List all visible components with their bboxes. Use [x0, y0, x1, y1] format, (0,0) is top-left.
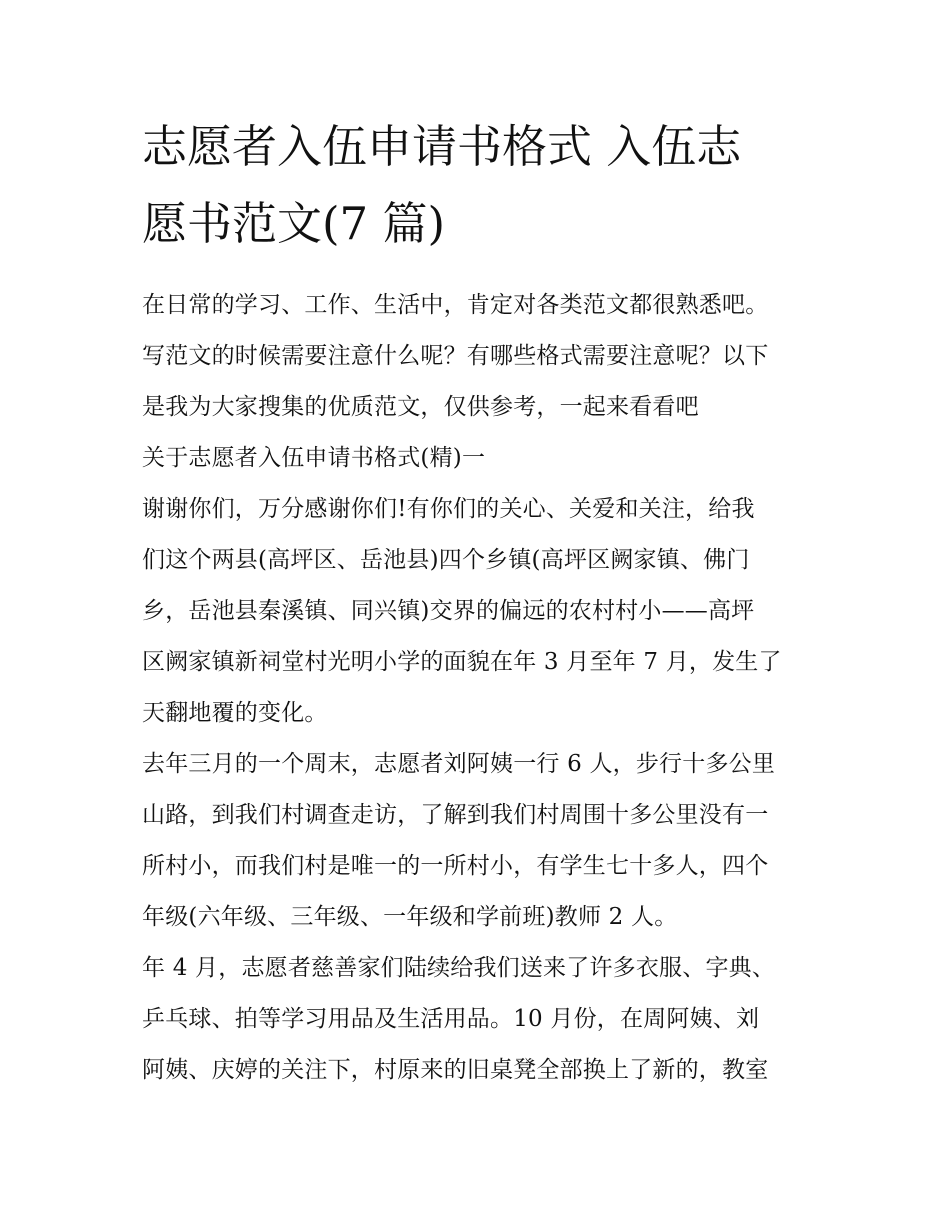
text-line: 去年三月的一个周末，志愿者刘阿姨一行 6 人，步行十多公里 — [142, 751, 776, 777]
document-page — [142, 108, 822, 1096]
body-paragraph — [142, 484, 822, 739]
text-line: 阿姨、庆婷的关注下，村原来的旧桌凳全部换上了新的，教室 — [142, 1057, 769, 1083]
document-title — [142, 108, 822, 262]
intro-paragraph — [142, 280, 822, 433]
title-line: 志愿者入伍申请书格式 入伍志 — [142, 120, 742, 173]
body-paragraph — [142, 739, 822, 943]
text-line: 区阙家镇新祠堂村光明小学的面貌在年 3 月至年 7 月，发生了 — [142, 649, 782, 675]
section-heading — [142, 433, 822, 484]
body-paragraph — [142, 943, 822, 1096]
text-line: 是我为大家搜集的优质范文，仅供参考，一起来看看吧 — [142, 394, 699, 420]
text-line: 年级(六年级、三年级、一年级和学前班)教师 2 人。 — [142, 904, 678, 930]
text-line: 天翻地覆的变化。 — [142, 700, 328, 726]
text-line: 年 4 月，志愿者慈善家们陆续给我们送来了许多衣服、字典、 — [142, 955, 776, 981]
text-line: 山路，到我们村调查走访，了解到我们村周围十多公里没有一 — [142, 802, 769, 828]
text-line: 乡，岳池县秦溪镇、同兴镇)交界的偏远的农村村小——高坪 — [142, 598, 755, 624]
text-line: 们这个两县(高坪区、岳池县)四个乡镇(高坪区阙家镇、佛门 — [142, 547, 750, 573]
text-line: 写范文的时候需要注意什么呢？有哪些格式需要注意呢？以下 — [142, 343, 769, 369]
text-line: 谢谢你们，万分感谢你们!有你们的关心、关爱和关注，给我 — [142, 496, 755, 522]
text-line: 所村小，而我们村是唯一的一所村小，有学生七十多人，四个 — [142, 853, 769, 879]
text-line: 关于志愿者入伍申请书格式(精)一 — [142, 445, 486, 471]
text-line: 乒乓球、拍等学习用品及生活用品。10 月份，在周阿姨、刘 — [142, 1006, 760, 1032]
text-line: 在日常的学习、工作、生活中，肯定对各类范文都很熟悉吧。 — [142, 292, 769, 318]
title-line: 愿书范文(7 篇) — [142, 197, 446, 250]
